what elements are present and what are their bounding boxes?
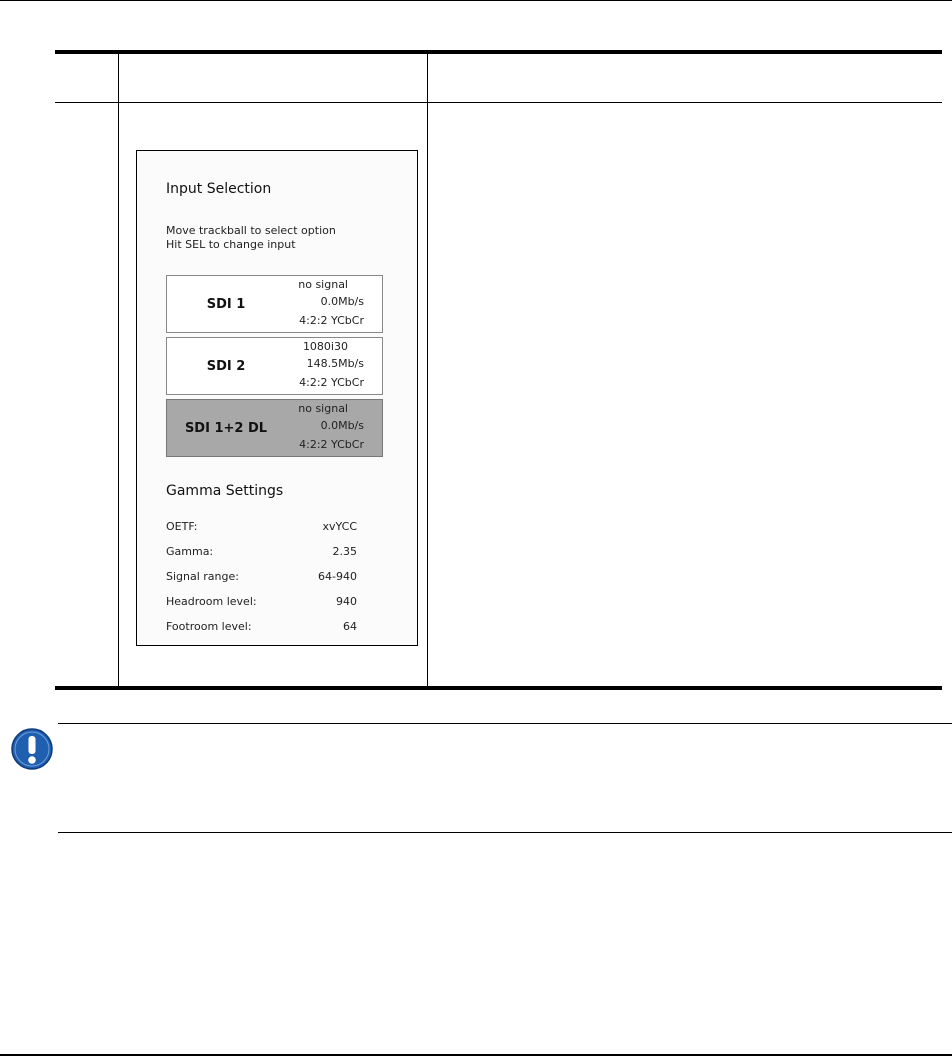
gamma-value: 2.35: [332, 545, 357, 558]
input-bitrate: 148.5Mb/s: [306, 357, 364, 370]
page-top-rule: [0, 0, 952, 1]
input-format: no signal: [298, 402, 348, 415]
gamma-label: Gamma:: [166, 545, 214, 558]
input-sampling: 4:2:2 YCbCr: [299, 376, 364, 389]
input-sampling: 4:2:2 YCbCr: [299, 314, 364, 327]
input-bitrate: 0.0Mb/s: [320, 419, 364, 432]
table-column-divider: [118, 54, 119, 686]
table-top-rule: [55, 50, 942, 54]
page-bottom-rule: [0, 1054, 952, 1056]
input-selection-heading: Input Selection: [166, 181, 272, 197]
gamma-label: Signal range:: [166, 570, 239, 583]
input-sampling: 4:2:2 YCbCr: [299, 438, 364, 451]
gamma-label: OETF:: [166, 520, 198, 533]
input-format: no signal: [298, 278, 348, 291]
instruction-line: Hit SEL to change input: [166, 238, 296, 251]
input-bitrate: 0.0Mb/s: [320, 295, 364, 308]
input-name: SDI 1: [206, 296, 246, 312]
gamma-settings-heading: Gamma Settings: [166, 483, 284, 499]
instructions: [166, 224, 336, 252]
table-column-divider: [427, 54, 428, 686]
gamma-value: 64: [343, 620, 357, 633]
gamma-value: xvYCC: [322, 520, 357, 533]
input-option-sdi-dual-link[interactable]: [166, 399, 383, 457]
exclamation-icon: [10, 727, 54, 771]
gamma-label: Footroom level:: [166, 620, 252, 633]
input-selection-screen: [136, 150, 418, 646]
input-option-sdi-2[interactable]: [166, 337, 383, 395]
table-bottom-rule: [55, 686, 942, 690]
gamma-label: Headroom level:: [166, 595, 257, 608]
notice-bottom-rule: [58, 832, 952, 833]
input-name: SDI 1+2 DL: [184, 420, 268, 436]
instruction-line: Move trackball to select option: [166, 224, 336, 237]
gamma-value: 64-940: [318, 570, 357, 583]
input-format: 1080i30: [302, 340, 348, 353]
notice-top-rule: [58, 723, 952, 724]
input-name: SDI 2: [206, 358, 246, 374]
gamma-value: 940: [336, 595, 357, 608]
table-header-rule: [55, 102, 942, 103]
input-option-sdi-1[interactable]: [166, 275, 383, 333]
